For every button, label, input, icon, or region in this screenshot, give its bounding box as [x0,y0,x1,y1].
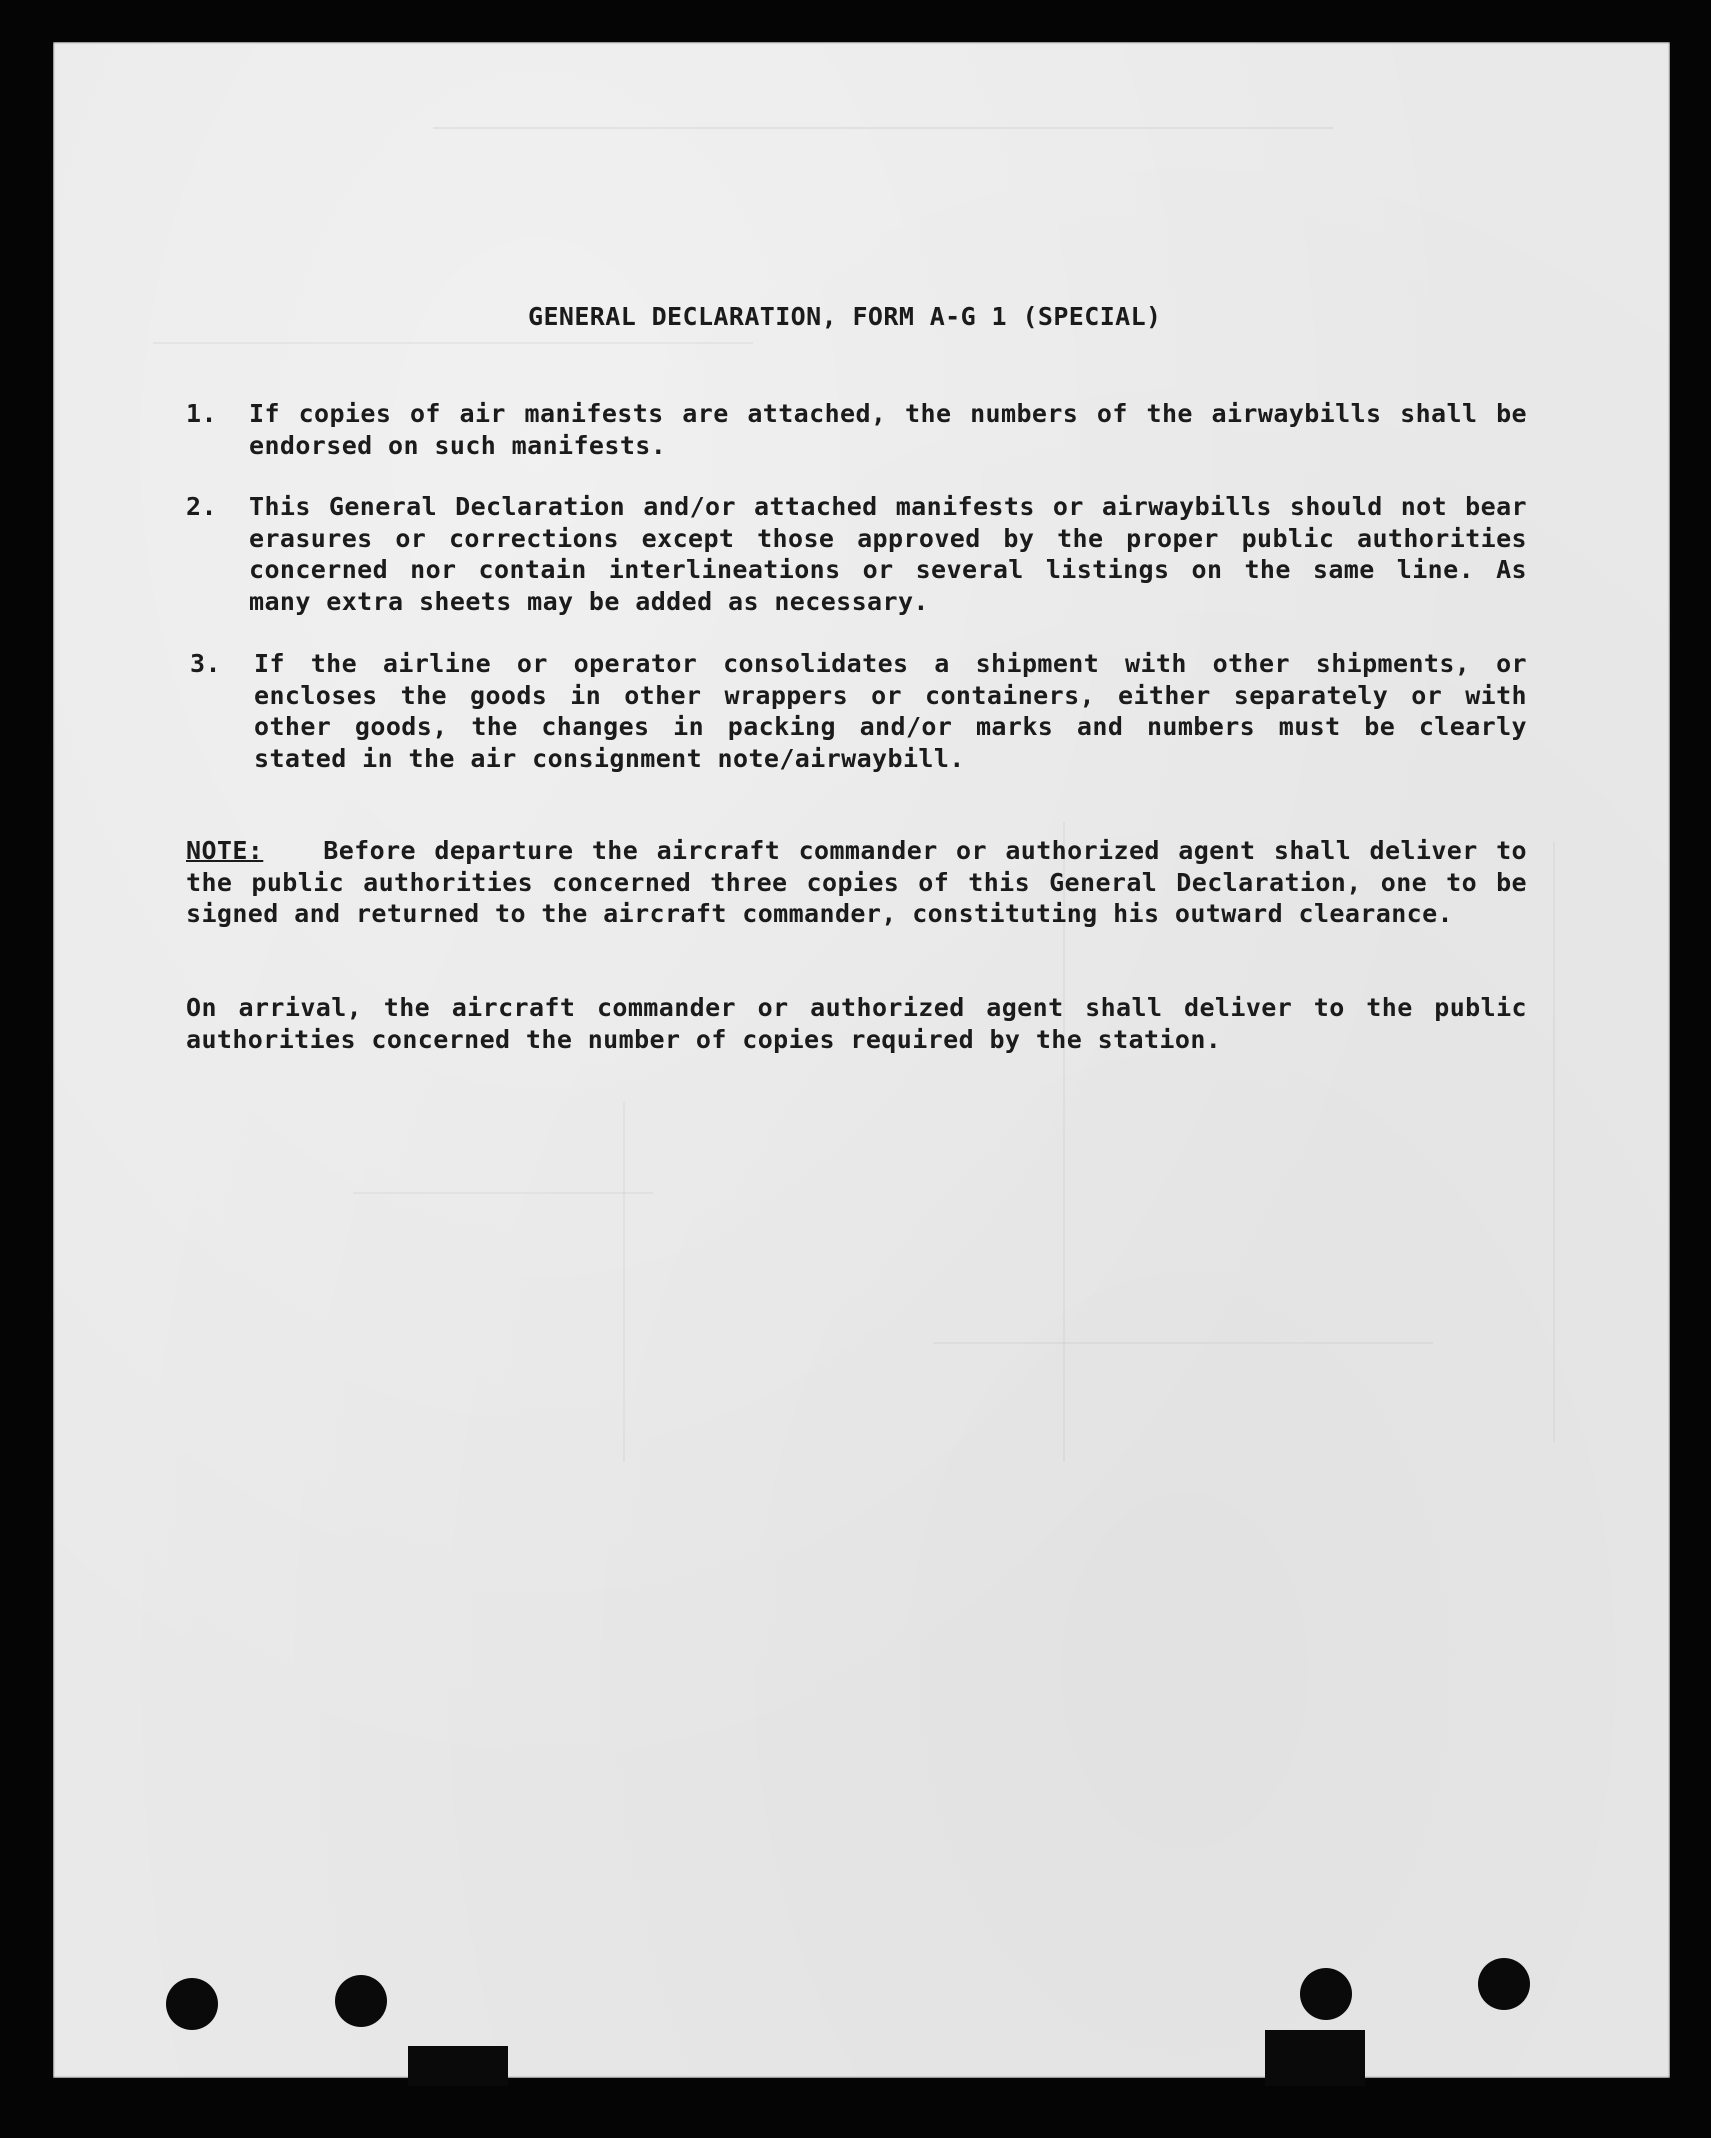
item-number: 2. [186,492,217,521]
item-number: 1. [186,399,217,428]
note-text: Before departure the aircraft commander or authorized agent shall deliver to the public authorities concerned three copies of this General Declaration, one to be signed and returned to the aircraft commander, constituting his outward clearance. [186,836,1527,928]
document-title: GENERAL DECLARATION, FORM A-G 1 (SPECIAL) [528,302,1162,331]
punch-hole [1300,1968,1352,2020]
punch-hole [166,1978,218,2030]
binding-clip [408,2046,508,2086]
punch-hole [335,1975,387,2027]
bleed-through-line [153,342,753,344]
bleed-through-line [353,1192,653,1194]
bleed-through-line [623,1102,625,1462]
punch-hole [1478,1958,1530,2010]
bleed-through-line [433,127,1333,129]
binding-clip [1265,2030,1365,2086]
item-text: This General Declaration and/or attached manifests or airwaybills should not bear erasures or corrections except those approved by the proper public authorities concerned nor contain interlineations or several listings on the same line. As many extra sheets may be added as necessary. [249,492,1527,616]
item-text: If copies of air manifests are attached, the numbers of the airwaybills shall be endorsed on such manifests. [249,399,1527,460]
bleed-through-line [1553,842,1555,1442]
item-text: If the airline or operator consolidates a shipment with other shipments, or encloses the goods in other wrappers or containers, either separately or with other goods, the changes in packing and/or marks and numbers must be clearly stated in the air consignment note/airwaybill. [254,649,1527,773]
item-number: 3. [190,649,221,678]
bleed-through-line [933,1342,1433,1344]
note-label: NOTE: [186,836,264,865]
document-page [53,42,1670,2078]
note-paragraph [186,835,1527,930]
arrival-paragraph: On arrival, the aircraft commander or authorized agent shall deliver to the public authorities concerned the number of copies required by the station. [186,993,1527,1054]
